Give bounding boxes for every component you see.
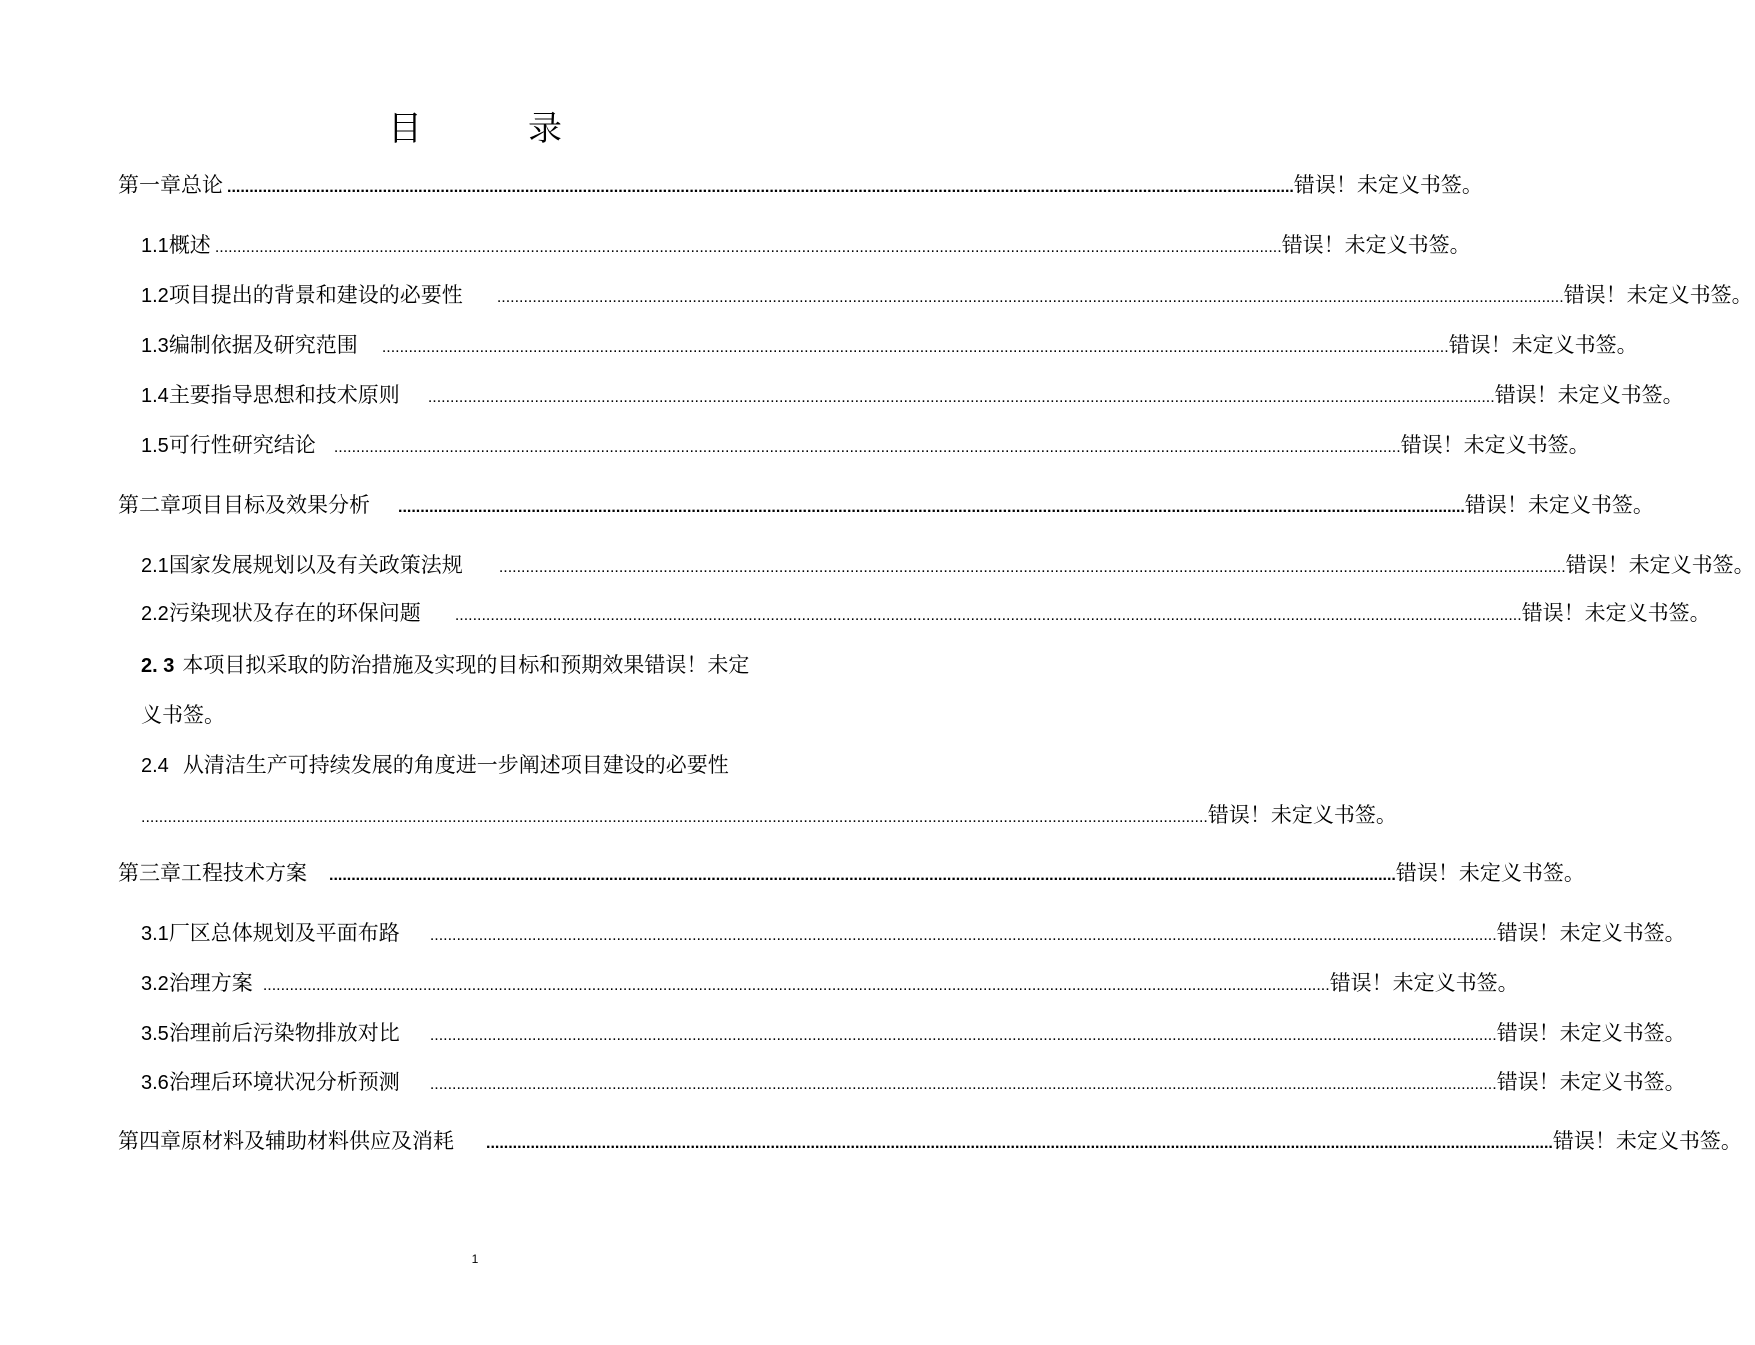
toc-entry-text-continuation: 义书签。 (141, 703, 225, 727)
toc-entry-3-1[interactable] (141, 918, 1686, 948)
toc-entry-text: 厂区总体规划及平面布路 (168, 921, 400, 945)
toc-entry-ref: 错误！未定义书签。 (1496, 921, 1686, 945)
toc-entry-1-5[interactable] (141, 430, 1590, 460)
toc-entry-1-3[interactable] (141, 330, 1638, 360)
toc-entry-number: 1.2 (141, 285, 169, 307)
dot-leader: ................................................................................................................................................................................................................................................ (498, 559, 1566, 576)
toc-entry-text: 原材料及辅助材料供应及消耗 (181, 1129, 454, 1153)
dot-leader: ................................................................................................................................................................................................................................................ (429, 1027, 1497, 1044)
dot-leader: ................................................................................................................................................................................................................................................ (398, 499, 1465, 516)
toc-entry-ref: 错误！未定义书签。 (1496, 1021, 1686, 1045)
toc-entry-2-4-leader-line[interactable] (141, 800, 1397, 830)
toc-entry-2-3-continuation[interactable] (141, 700, 225, 730)
toc-entry-2-1[interactable] (141, 550, 1755, 580)
toc-entry-text: 治理前后污染物排放对比 (168, 1021, 400, 1045)
dot-leader: ................................................................................................................................................................................................................................................ (486, 1135, 1553, 1152)
toc-entry-number: 2.1 (141, 555, 169, 577)
toc-entry-text: 治理后环境状况分析预测 (168, 1070, 400, 1094)
toc-entry-number: 3.2 (141, 973, 169, 995)
toc-entry-number: 3.1 (141, 923, 169, 945)
toc-entry-ref: 错误！未定义书签。 (1400, 433, 1590, 457)
toc-entry-text: 从清洁生产可持续发展的角度进一步阐述项目建设的必要性 (182, 753, 729, 777)
toc-entry-1-1[interactable] (141, 230, 1471, 260)
toc-entry-ref: 错误！未定义书签。 (1207, 803, 1397, 827)
toc-title: 目 录 (388, 109, 598, 149)
toc-entry-number: 第三章 (118, 861, 181, 885)
toc-entry-number: 3.5 (141, 1023, 169, 1045)
toc-entry-number: 第二章 (118, 493, 181, 517)
toc-entry-text: 治理方案 (168, 971, 253, 995)
dot-leader: ................................................................................................................................................................................................................................................ (227, 179, 1294, 196)
toc-entry-ref: 错误！未定义书签。 (1552, 1129, 1742, 1153)
toc-entry-1-2[interactable] (141, 280, 1753, 310)
toc-entry-number: 1.4 (141, 385, 169, 407)
dot-leader: ................................................................................................................................................................................................................................................ (427, 389, 1495, 406)
toc-entry-text: 主要指导思想和技术原则 (168, 383, 400, 407)
toc-entry-ref: 错误！未定义书签。 (1395, 861, 1585, 885)
toc-entry-number: 2. 3 (141, 655, 175, 677)
toc-entry-ref: 错误！未定义书签。 (1329, 971, 1519, 995)
dot-leader: ................................................................................................................................................................................................................................................ (496, 289, 1564, 306)
toc-entry-chapter-1[interactable] (118, 170, 1483, 200)
dot-leader: ................................................................................................................................................................................................................................................ (329, 867, 1396, 884)
toc-entry-2-2[interactable] (141, 598, 1711, 628)
dot-leader: ................................................................................................................................................................................................................................................ (262, 977, 1330, 994)
toc-entry-ref: 错误！未定义书签。 (1563, 283, 1753, 307)
toc-entry-1-4[interactable] (141, 380, 1684, 410)
toc-entry-ref: 错误！未定义书签。 (1496, 1070, 1686, 1094)
toc-entry-ref: 错误！未定义书签。 (1494, 383, 1684, 407)
toc-entry-2-3[interactable] (141, 650, 749, 681)
toc-entry-number: 2.2 (141, 603, 169, 625)
dot-leader: ................................................................................................................................................................................................................................................ (454, 607, 1522, 624)
toc-entry-text: 概述 (168, 233, 211, 257)
toc-entry-ref: 错误！未定义书签。 (1293, 173, 1483, 197)
toc-entry-chapter-2[interactable] (118, 490, 1654, 520)
toc-entry-ref: 错误！未定义书签。 (1281, 233, 1471, 257)
toc-entry-number: 2.4 (141, 755, 169, 777)
toc-entry-text: 项目提出的背景和建设的必要性 (168, 283, 463, 307)
toc-entry-number: 第四章 (118, 1129, 181, 1153)
toc-entry-3-6[interactable] (141, 1067, 1686, 1097)
dot-leader: ................................................................................................................................................................................................................................................ (141, 809, 1208, 826)
toc-entry-number: 1.1 (141, 235, 169, 257)
toc-entry-ref: 错误！未定义书签。 (1464, 493, 1654, 517)
toc-entry-3-5[interactable] (141, 1018, 1686, 1048)
toc-entry-text: 总论 (181, 173, 223, 197)
toc-entry-number: 第一章 (118, 173, 181, 197)
dot-leader: ................................................................................................................................................................................................................................................ (214, 239, 1282, 256)
toc-entry-text: 项目目标及效果分析 (181, 493, 370, 517)
toc-entry-text: 工程技术方案 (181, 861, 307, 885)
toc-entry-number: 3.6 (141, 1072, 169, 1094)
dot-leader: ................................................................................................................................................................................................................................................ (333, 439, 1401, 456)
dot-leader: ................................................................................................................................................................................................................................................ (381, 339, 1449, 356)
toc-entry-chapter-4[interactable] (118, 1126, 1742, 1156)
toc-entry-text: 编制依据及研究范围 (168, 333, 358, 357)
dot-leader: ................................................................................................................................................................................................................................................ (429, 1076, 1497, 1093)
toc-entry-3-2[interactable] (141, 968, 1519, 998)
toc-entry-number: 1.5 (141, 435, 169, 457)
toc-entry-text: 国家发展规划以及有关政策法规 (168, 553, 463, 577)
toc-entry-ref: 错误！未定义书签。 (1448, 333, 1638, 357)
toc-entry-ref: 错误！未定义书签。 (1521, 601, 1711, 625)
toc-entry-text: 污染现状及存在的环保问题 (168, 601, 421, 625)
page-number: 1 (471, 1252, 479, 1266)
toc-entry-ref: 错误！未定义书签。 (1565, 553, 1755, 577)
dot-leader: ................................................................................................................................................................................................................................................ (429, 927, 1497, 944)
toc-entry-number: 1.3 (141, 335, 169, 357)
toc-entry-text: 可行性研究结论 (168, 433, 316, 457)
toc-entry-2-4[interactable] (141, 750, 729, 781)
toc-entry-text: 本项目拟采取的防治措施及实现的目标和预期效果错误！未定 (182, 653, 750, 677)
toc-entry-chapter-3[interactable] (118, 858, 1585, 888)
